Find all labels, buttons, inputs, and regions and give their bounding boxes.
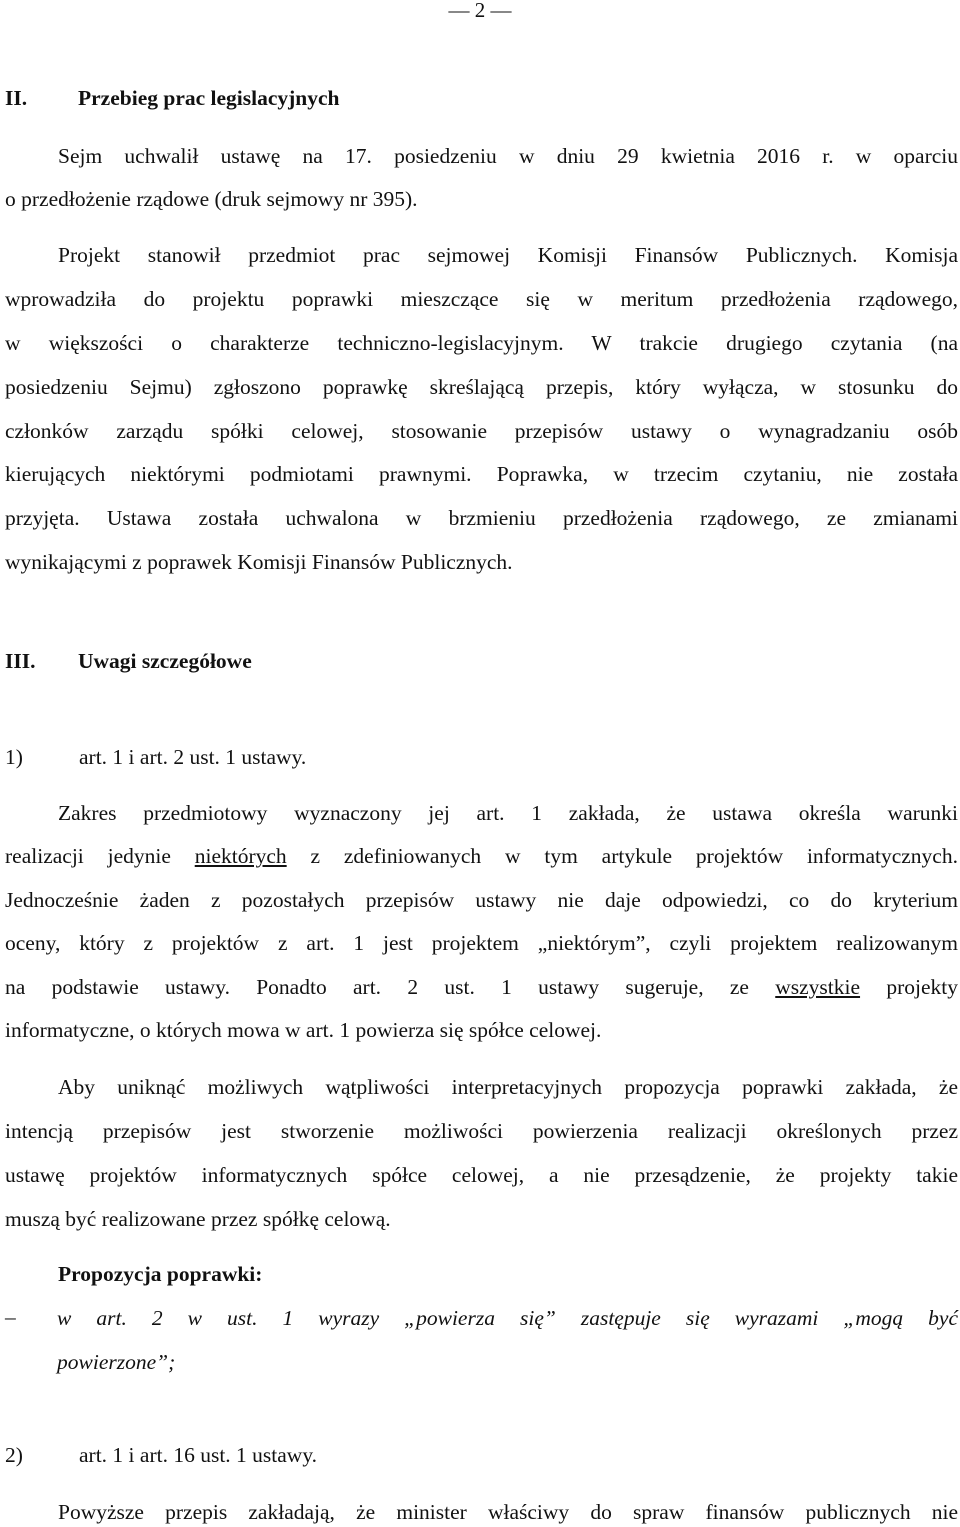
proposal-line: powierzone”; xyxy=(57,1350,176,1374)
paragraph-line: przyjęta. Ustawa została uchwalona w brzmieniu przedłożenia rządowego, ze zmianami xyxy=(5,506,958,530)
paragraph-line: wynikającymi z poprawek Komisji Finansów Publicznych. xyxy=(5,550,513,574)
paragraph-line: o przedłożenie rządowe (druk sejmowy nr 395). xyxy=(5,187,418,211)
proposal-line: w art. 2 w ust. 1 wyrazy „powierza się” zastępuje się wyrazami „mogą być xyxy=(57,1306,958,1330)
paragraph-line: członków zarządu spółki celowej, stosowanie przepisów ustawy o wynagradzaniu osób xyxy=(5,419,958,443)
item-1-title: art. 1 i art. 2 ust. 1 ustawy. xyxy=(79,745,307,769)
item-2-title: art. 1 i art. 16 ust. 1 ustawy. xyxy=(79,1443,318,1467)
paragraph-line: w większości o charakterze techniczno-legislacyjnym. W trakcie drugiego czytania (na xyxy=(5,331,958,355)
paragraph-line: oceny, który z projektów z art. 1 jest projektem „niektórym”, czyli projektem realizowanym xyxy=(5,931,958,955)
paragraph-line: Projekt stanowił przedmiot prac sejmowej Komisji Finansów Publicznych. Komisja xyxy=(58,243,958,267)
proposal-label: Propozycja poprawki: xyxy=(58,1262,263,1286)
paragraph-line: kierujących niektórymi podmiotami prawnymi. Poprawka, w trzecim czytaniu, nie została xyxy=(5,462,958,486)
text-run: na podstawie ustawy. Ponadto art. 2 ust. 1 ustawy sugeruje, ze xyxy=(5,975,776,999)
section-2-title: Przebieg prac legislacyjnych xyxy=(78,86,340,110)
section-3-title: Uwagi szczegółowe xyxy=(78,649,252,673)
paragraph-line xyxy=(5,843,958,869)
paragraph-line: ustawę projektów informatycznych spółce celowej, a nie przesądzenie, że projekty takie xyxy=(5,1163,958,1187)
paragraph-line xyxy=(5,974,958,1000)
paragraph-line: muszą być realizowane przez spółkę celową. xyxy=(5,1207,391,1231)
paragraph-line: informatyczne, o których mowa w art. 1 powierza się spółce celowej. xyxy=(5,1018,602,1042)
paragraph-line: Zakres przedmiotowy wyznaczony jej art. 1 zakłada, że ustawa określa warunki xyxy=(58,801,958,825)
paragraph-line: Powyższe przepis zakładają, że minister właściwy do spraw finansów publicznych nie xyxy=(58,1500,958,1524)
paragraph-line: Sejm uchwalił ustawę na 17. posiedzeniu w dniu 29 kwietnia 2016 r. w oparciu xyxy=(58,144,958,168)
paragraph-line: intencją przepisów jest stworzenie możliwości powierzenia realizacji określonych przez xyxy=(5,1119,958,1143)
underlined-word: wszystkie xyxy=(775,975,861,999)
paragraph-line: wprowadziła do projektu poprawki mieszczące się w meritum przedłożenia rządowego, xyxy=(5,287,958,311)
section-3-number: III. xyxy=(5,649,36,673)
page-number: — 2 — xyxy=(448,0,512,22)
paragraph-line: posiedzeniu Sejmu) zgłoszono poprawkę skreślającą przepis, który wyłącza, w stosunku do xyxy=(5,375,958,399)
paragraph-line: Aby uniknąć możliwych wątpliwości interpretacyjnych propozycja poprawki zakłada, że xyxy=(58,1075,958,1099)
paragraph-line: Jednocześnie żaden z pozostałych przepisów ustawy nie daje odpowiedzi, co do kryterium xyxy=(5,888,958,912)
text-run: z zdefiniowanych w tym artykule projektów informatycznych. xyxy=(286,844,958,868)
section-2-number: II. xyxy=(5,86,28,110)
item-2-number: 2) xyxy=(5,1443,23,1467)
item-1-number: 1) xyxy=(5,745,23,769)
underlined-word: niektórych xyxy=(194,844,287,868)
page-number-value: 2 xyxy=(474,0,486,22)
text-run: realizacji jedynie xyxy=(5,844,195,868)
proposal-dash: – xyxy=(5,1305,16,1329)
text-run: projekty xyxy=(860,975,958,999)
